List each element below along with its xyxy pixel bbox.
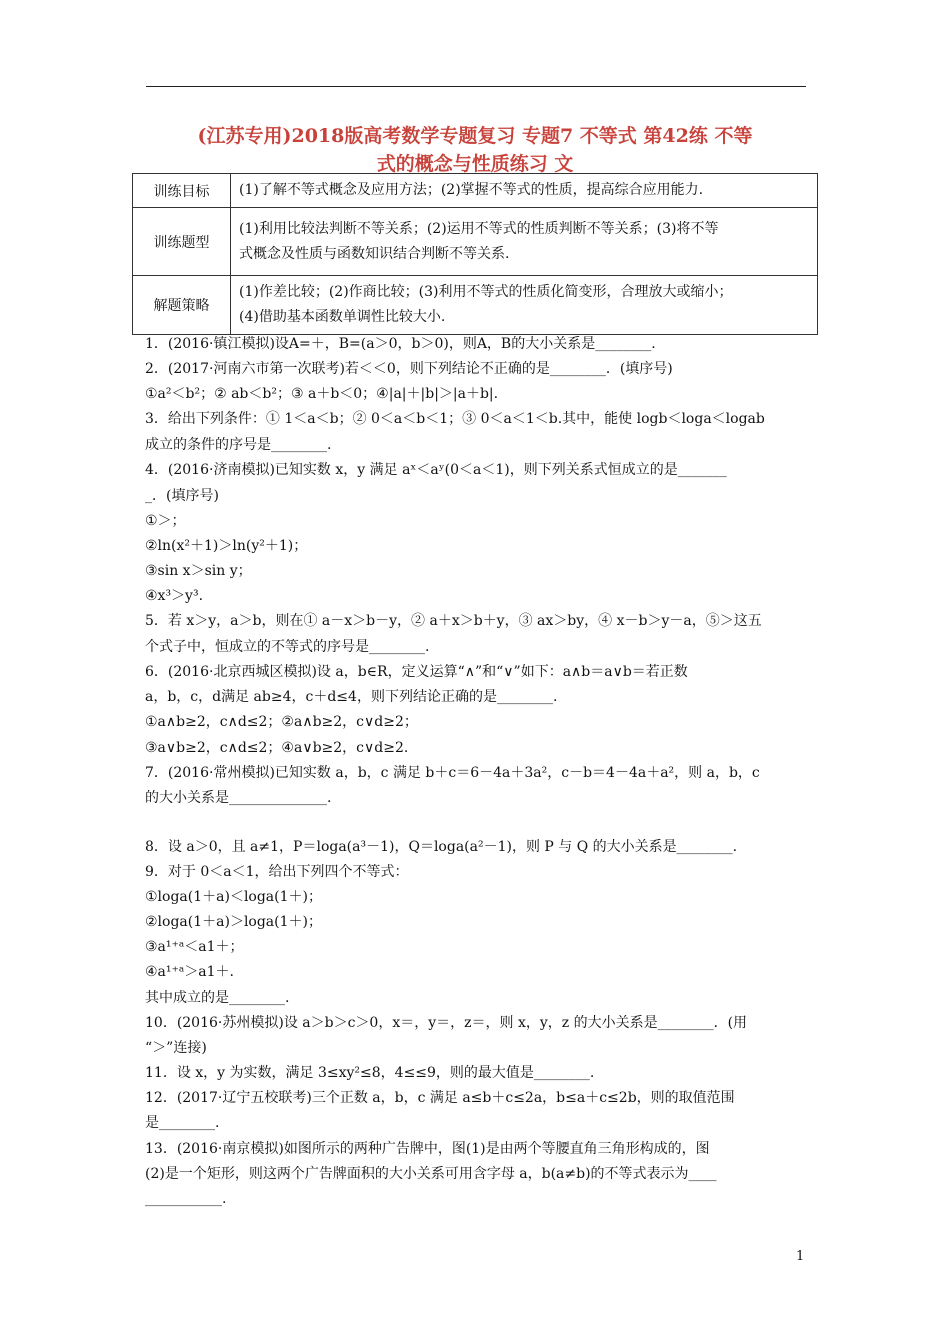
problem-line: ①a∧b≥2，c∧d≤2；②a∧b≥2，c∨d≥2； xyxy=(145,714,418,730)
problem-line: _．(填序号) xyxy=(145,488,219,504)
problem-line: 6．(2016·北京西城区模拟)设 a，b∈R，定义运算“∧”和“∨”如下：a∧b＝a∨b＝若正数 xyxy=(145,664,688,680)
problem-line: ①loga(1＋a)＜loga(1＋)； xyxy=(145,889,322,905)
document-title xyxy=(135,122,815,178)
problem-line: 的大小关系是______________. xyxy=(145,790,332,806)
row-label: 解题策略 xyxy=(133,276,231,335)
row-text-line: (1)了解不等式概念及应用方法；(2)掌握不等式的性质，提高综合应用能力. xyxy=(239,182,704,198)
table-row xyxy=(133,276,818,335)
row-label: 训练目标 xyxy=(133,174,231,208)
problem-line: 12．(2017·辽宁五校联考)三个正数 a，b，c 满足 a≤b＋c≤2a，b≤a＋c≤2b，则的取值范围 xyxy=(145,1090,735,1106)
problem-line: (2)是一个矩形，则这两个广告牌面积的大小关系可用含字母 a，b(a≠b)的不等式表示为____ xyxy=(145,1166,717,1182)
training-table xyxy=(132,173,818,335)
problem-line: 4．(2016·济南模拟)已知实数 x，y 满足 aˣ＜aʸ(0＜a＜1)，则下列关系式恒成立的是_______ xyxy=(145,462,727,478)
row-text-line: (1)作差比较；(2)作商比较；(3)利用不等式的性质化简变形，合理放大或缩小； xyxy=(239,284,733,300)
title-line-2: 式的概念与性质练习 文 xyxy=(376,153,574,175)
problem-line: ②loga(1＋a)＞loga(1＋)； xyxy=(145,914,322,930)
problem-line: ④x³＞y³. xyxy=(145,588,204,604)
problem-line: ___________. xyxy=(145,1191,227,1207)
problem-line: 13．(2016·南京模拟)如图所示的两种广告牌中，图(1)是由两个等腰直角三角形构成的，图 xyxy=(145,1141,710,1157)
problem-line: 成立的条件的序号是________. xyxy=(145,437,332,453)
row-text xyxy=(231,208,818,276)
problem-line: a，b，c，d满足 ab≥4，c＋d≤4，则下列结论正确的是________. xyxy=(145,689,558,705)
problem-line: 11．设 x，y 为实数，满足 3≤xy²≤8，4≤≤9，则的最大值是________. xyxy=(145,1065,595,1081)
page-number: 1 xyxy=(796,1249,805,1264)
problem-line: “＞”连接) xyxy=(145,1040,207,1056)
problem-line: 9．对于 0＜a＜1，给出下列四个不等式： xyxy=(145,864,409,880)
problem-line: 8．设 a＞0，且 a≠1，P＝loga(a³－1)，Q＝loga(a²－1)，则 P 与 Q 的大小关系是________. xyxy=(145,839,738,855)
problem-line: 3．给出下列条件：① 1＜a＜b；② 0＜a＜b＜1；③ 0＜a＜1＜b.其中，能使 logb＜loga＜logab xyxy=(145,411,765,427)
row-text-line: 式概念及性质与函数知识结合判断不等关系. xyxy=(239,245,510,262)
table-row xyxy=(133,208,818,276)
problem-line: 7．(2016·常州模拟)已知实数 a，b，c 满足 b＋c＝6－4a＋3a²，c－b＝4－4a＋a²，则 a，b，c xyxy=(145,765,760,781)
problem-line: ③a¹⁺ᵃ＜a1＋； xyxy=(145,939,244,955)
row-text-line: (4)借助基本函数单调性比较大小. xyxy=(239,309,446,325)
row-text xyxy=(231,174,818,208)
problem-line: ③a∨b≥2，c∧d≤2；④a∨b≥2，c∨d≥2. xyxy=(145,740,409,756)
problem-line: ①＞； xyxy=(145,513,186,529)
header-rule xyxy=(146,86,806,87)
table-row xyxy=(133,174,818,208)
problem-line: 其中成立的是________. xyxy=(145,990,290,1006)
problem-line: 5．若 x＞y，a＞b，则在① a－x＞b－y，② a＋x＞b＋y，③ ax＞by，④ x－b＞y－a，⑤＞这五 xyxy=(145,613,762,629)
problem-line: 是________. xyxy=(145,1115,220,1131)
problem-line: ④a¹⁺ᵃ＞a1＋. xyxy=(145,964,235,980)
row-text-line: (1)利用比较法判断不等关系；(2)运用不等式的性质判断不等关系；(3)将不等 xyxy=(239,220,719,237)
problem-line: 个式子中，恒成立的不等式的序号是________. xyxy=(145,639,430,655)
problem-line: 10．(2016·苏州模拟)设 a＞b＞c＞0，x＝，y＝，z＝，则 x，y，z 的大小关系是________．(用 xyxy=(145,1015,748,1031)
problem-line: ①a²＜b²；② ab＜b²；③ a＋b＜0；④|a|＋|b|＞|a＋b|. xyxy=(145,386,499,402)
row-text xyxy=(231,276,818,335)
title-line-1: (江苏专用)2018版高考数学专题复习 专题7 不等式 第42练 不等 xyxy=(197,125,753,147)
problem-line: 1．(2016·镇江模拟)设A=＋，B=(a＞0，b＞0)，则A，B的大小关系是________. xyxy=(145,336,656,352)
row-label: 训练题型 xyxy=(133,208,231,276)
problem-line: ②ln(x²＋1)＞ln(y²＋1)； xyxy=(145,538,308,554)
problem-line: 2．(2017·河南六市第一次联考)若＜＜0，则下列结论不正确的是________．(填序号) xyxy=(145,361,673,377)
problem-line: ③sin x＞sin y； xyxy=(145,563,252,579)
